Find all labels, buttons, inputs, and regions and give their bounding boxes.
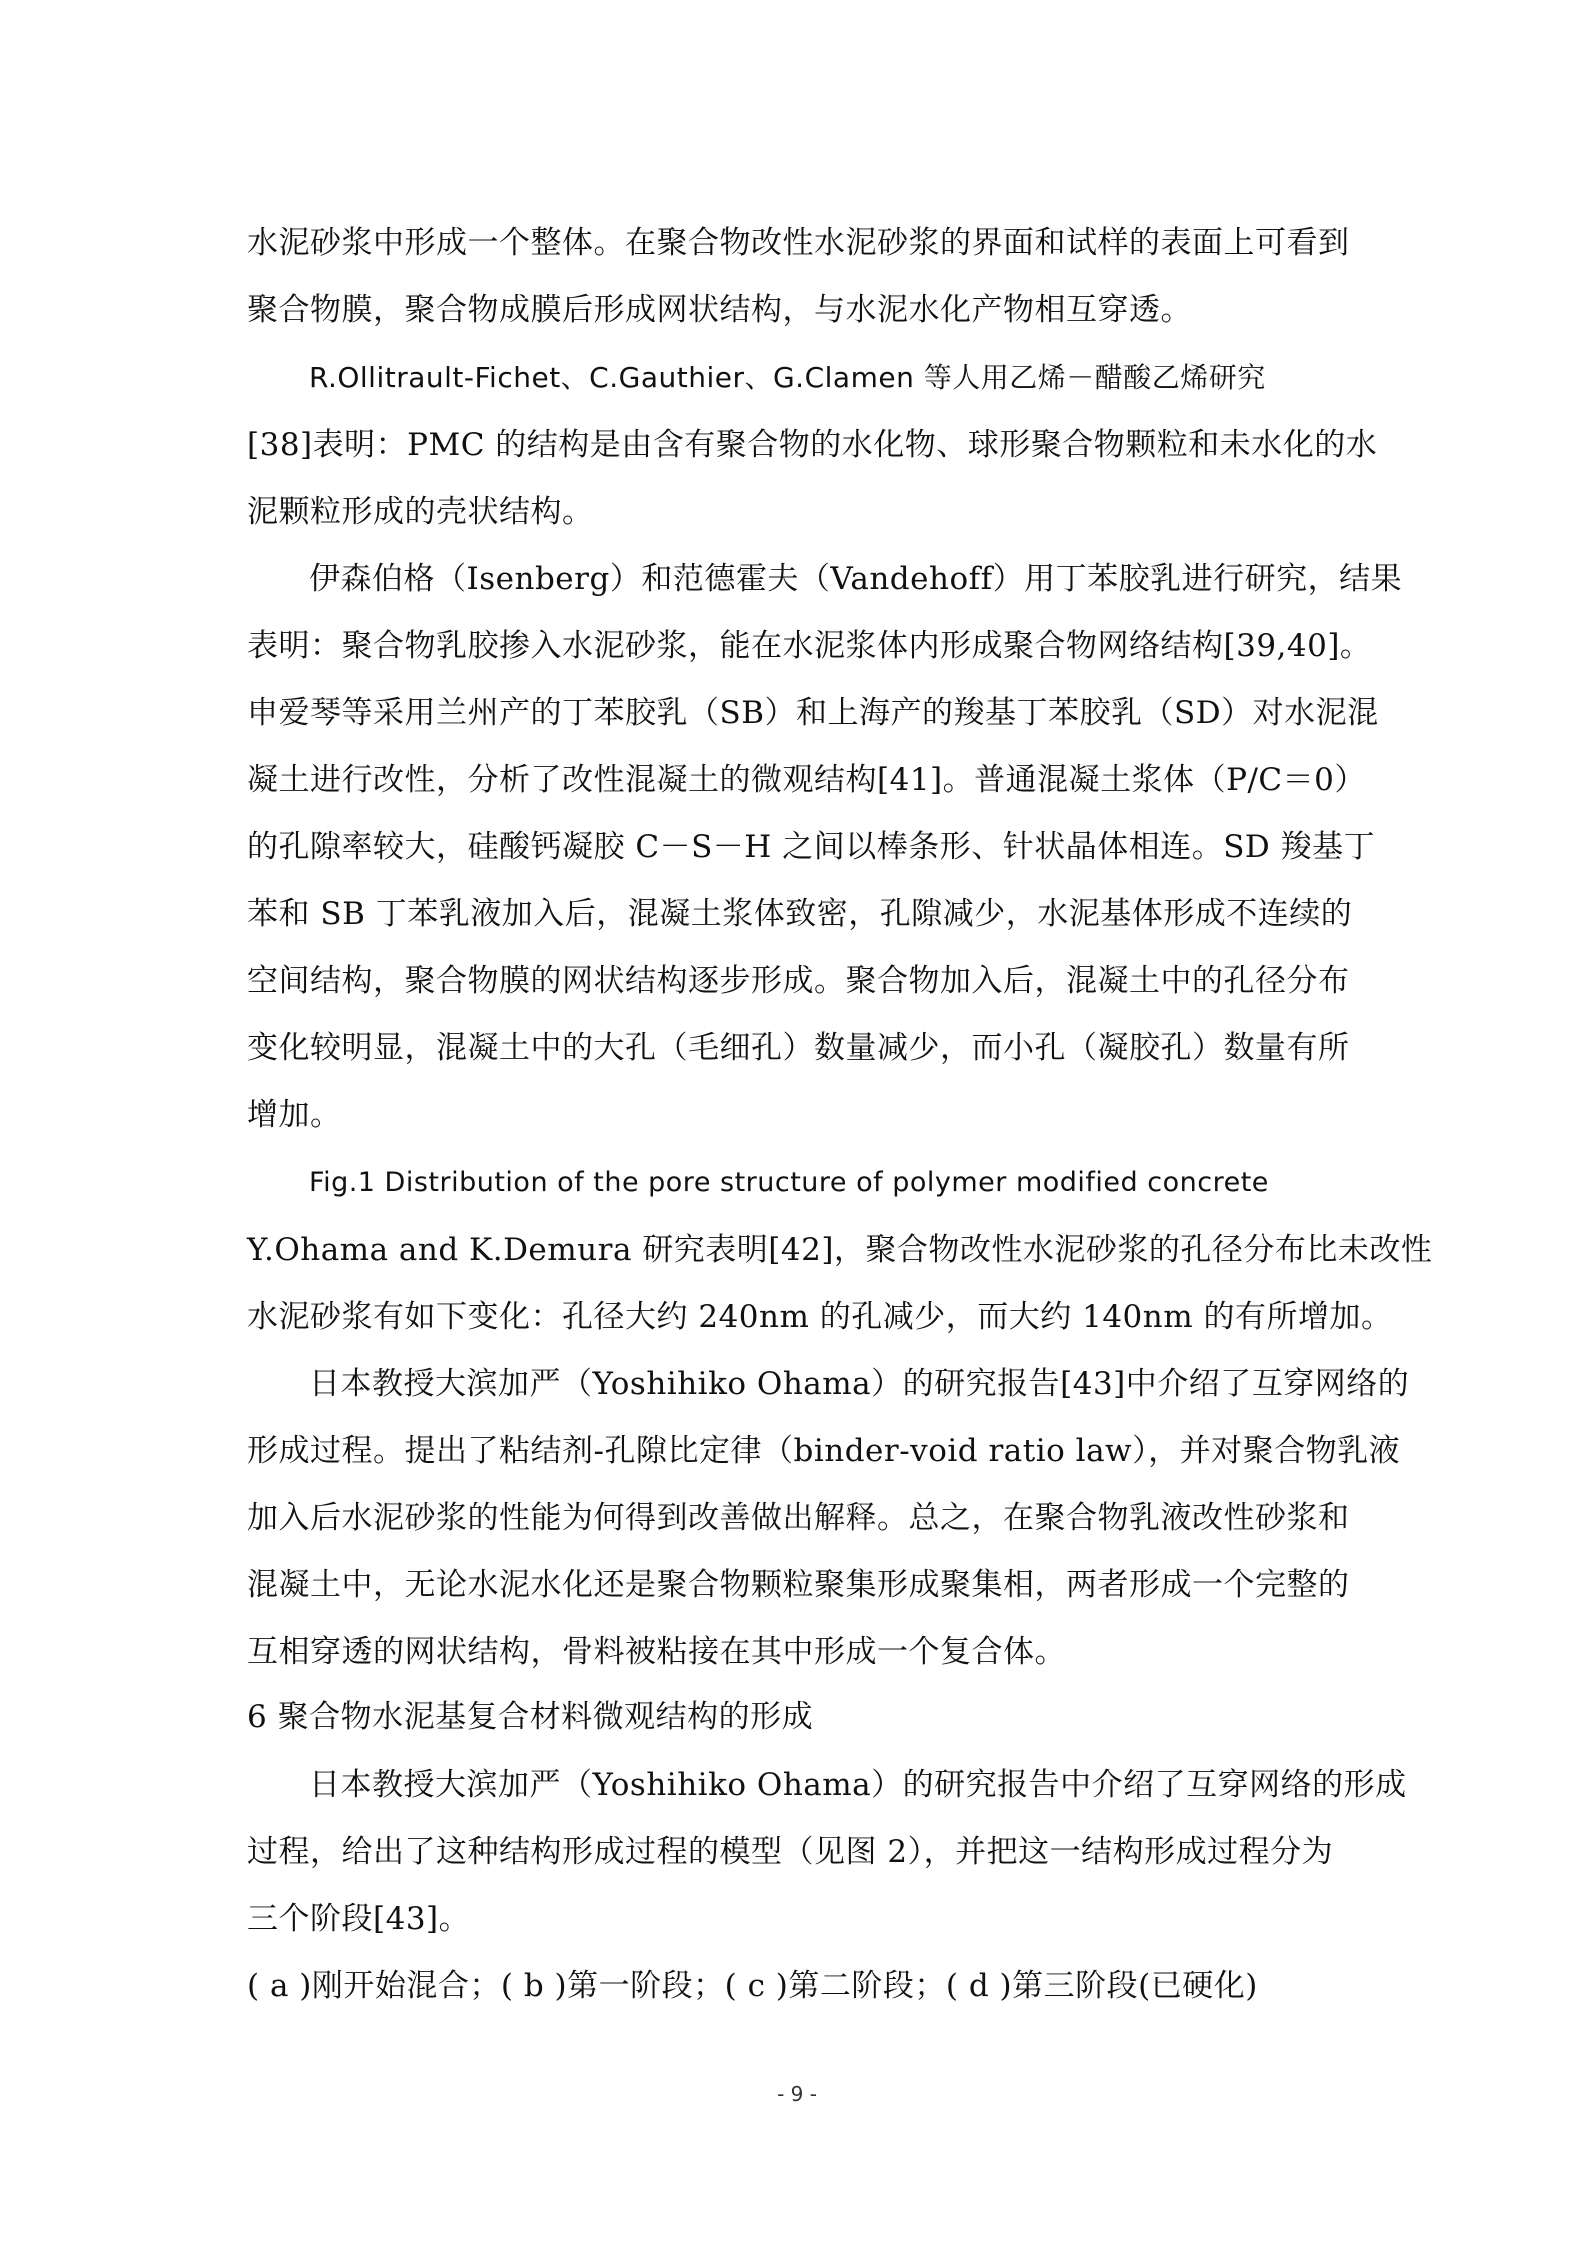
body-line: 水泥砂浆中形成一个整体。在聚合物改性水泥砂浆的界面和试样的表面上可看到: [247, 225, 1350, 261]
body-line: 增加。: [247, 1097, 342, 1133]
body-line: 混凝土中，无论水泥水化还是聚合物颗粒聚集形成聚集相，两者形成一个完整的: [247, 1567, 1350, 1603]
body-line: Y.Ohama and K.Demura 研究表明[42]，聚合物改性水泥砂浆的孔径分布比未改性: [247, 1232, 1433, 1268]
body-line: 泥颗粒形成的壳状结构。: [247, 494, 594, 530]
body-line: [38]表明：PMC 的结构是由含有聚合物的水化物、球形聚合物颗粒和未水化的水: [247, 427, 1378, 463]
figure-caption: Fig.1 Distribution of the pore structure of polymer modified concrete: [309, 1167, 1269, 1198]
body-line: 形成过程。提出了粘结剂-孔隙比定律（binder-void ratio law），并对聚合物乳液: [247, 1433, 1401, 1469]
body-line: 三个阶段[43]。: [247, 1901, 471, 1937]
body-line: 变化较明显，混凝土中的大孔（毛细孔）数量减少，而小孔（凝胶孔）数量有所: [247, 1030, 1350, 1066]
body-line: 聚合物膜，聚合物成膜后形成网状结构，与水泥水化产物相互穿透。: [247, 292, 1192, 328]
body-line: 凝土进行改性，分析了改性混凝土的微观结构[41]。普通混凝土浆体（P/C＝0）: [247, 762, 1366, 798]
body-line: 互相穿透的网状结构，骨料被粘接在其中形成一个复合体。: [247, 1634, 1066, 1670]
figure-stage-list: ( a )刚开始混合；( b )第一阶段；( c )第二阶段；( d )第三阶段(已硬化): [247, 1968, 1258, 2004]
body-line: 伊森伯格（Isenberg）和范德霍夫（Vandehoff）用丁苯胶乳进行研究，结果: [309, 561, 1403, 597]
body-line: 加入后水泥砂浆的性能为何得到改善做出解释。总之，在聚合物乳液改性砂浆和: [247, 1500, 1350, 1536]
section-heading: 6 聚合物水泥基复合材料微观结构的形成: [247, 1699, 814, 1735]
body-line: 日本教授大滨加严（Yoshihiko Ohama）的研究报告中介绍了互穿网络的形成: [309, 1767, 1407, 1803]
body-line: 苯和 SB 丁苯乳液加入后，混凝土浆体致密，孔隙减少，水泥基体形成不连续的: [247, 896, 1353, 932]
body-line: 过程，给出了这种结构形成过程的模型（见图 2），并把这一结构形成过程分为: [247, 1834, 1334, 1870]
body-line: 日本教授大滨加严（Yoshihiko Ohama）的研究报告[43]中介绍了互穿网络的: [309, 1366, 1410, 1402]
body-line: 的孔隙率较大，硅酸钙凝胶 C－S－H 之间以棒条形、针状晶体相连。SD 羧基丁: [247, 829, 1376, 865]
body-line: 表明：聚合物乳胶掺入水泥砂浆，能在水泥浆体内形成聚合物网络结构[39,40]。: [247, 628, 1372, 664]
body-line: 空间结构，聚合物膜的网状结构逐步形成。聚合物加入后，混凝土中的孔径分布: [247, 963, 1350, 999]
body-line: R.Ollitrault-Fichet、C.Gauthier、G.Clamen 等人用乙烯－醋酸乙烯研究: [309, 361, 1266, 394]
body-line: 申爱琴等采用兰州产的丁苯胶乳（SB）和上海产的羧基丁苯胶乳（SD）对水泥混: [247, 695, 1379, 731]
body-line: 水泥砂浆有如下变化：孔径大约 240nm 的孔减少，而大约 140nm 的有所增加。: [247, 1299, 1393, 1335]
page-number: - 9 -: [777, 2082, 817, 2106]
